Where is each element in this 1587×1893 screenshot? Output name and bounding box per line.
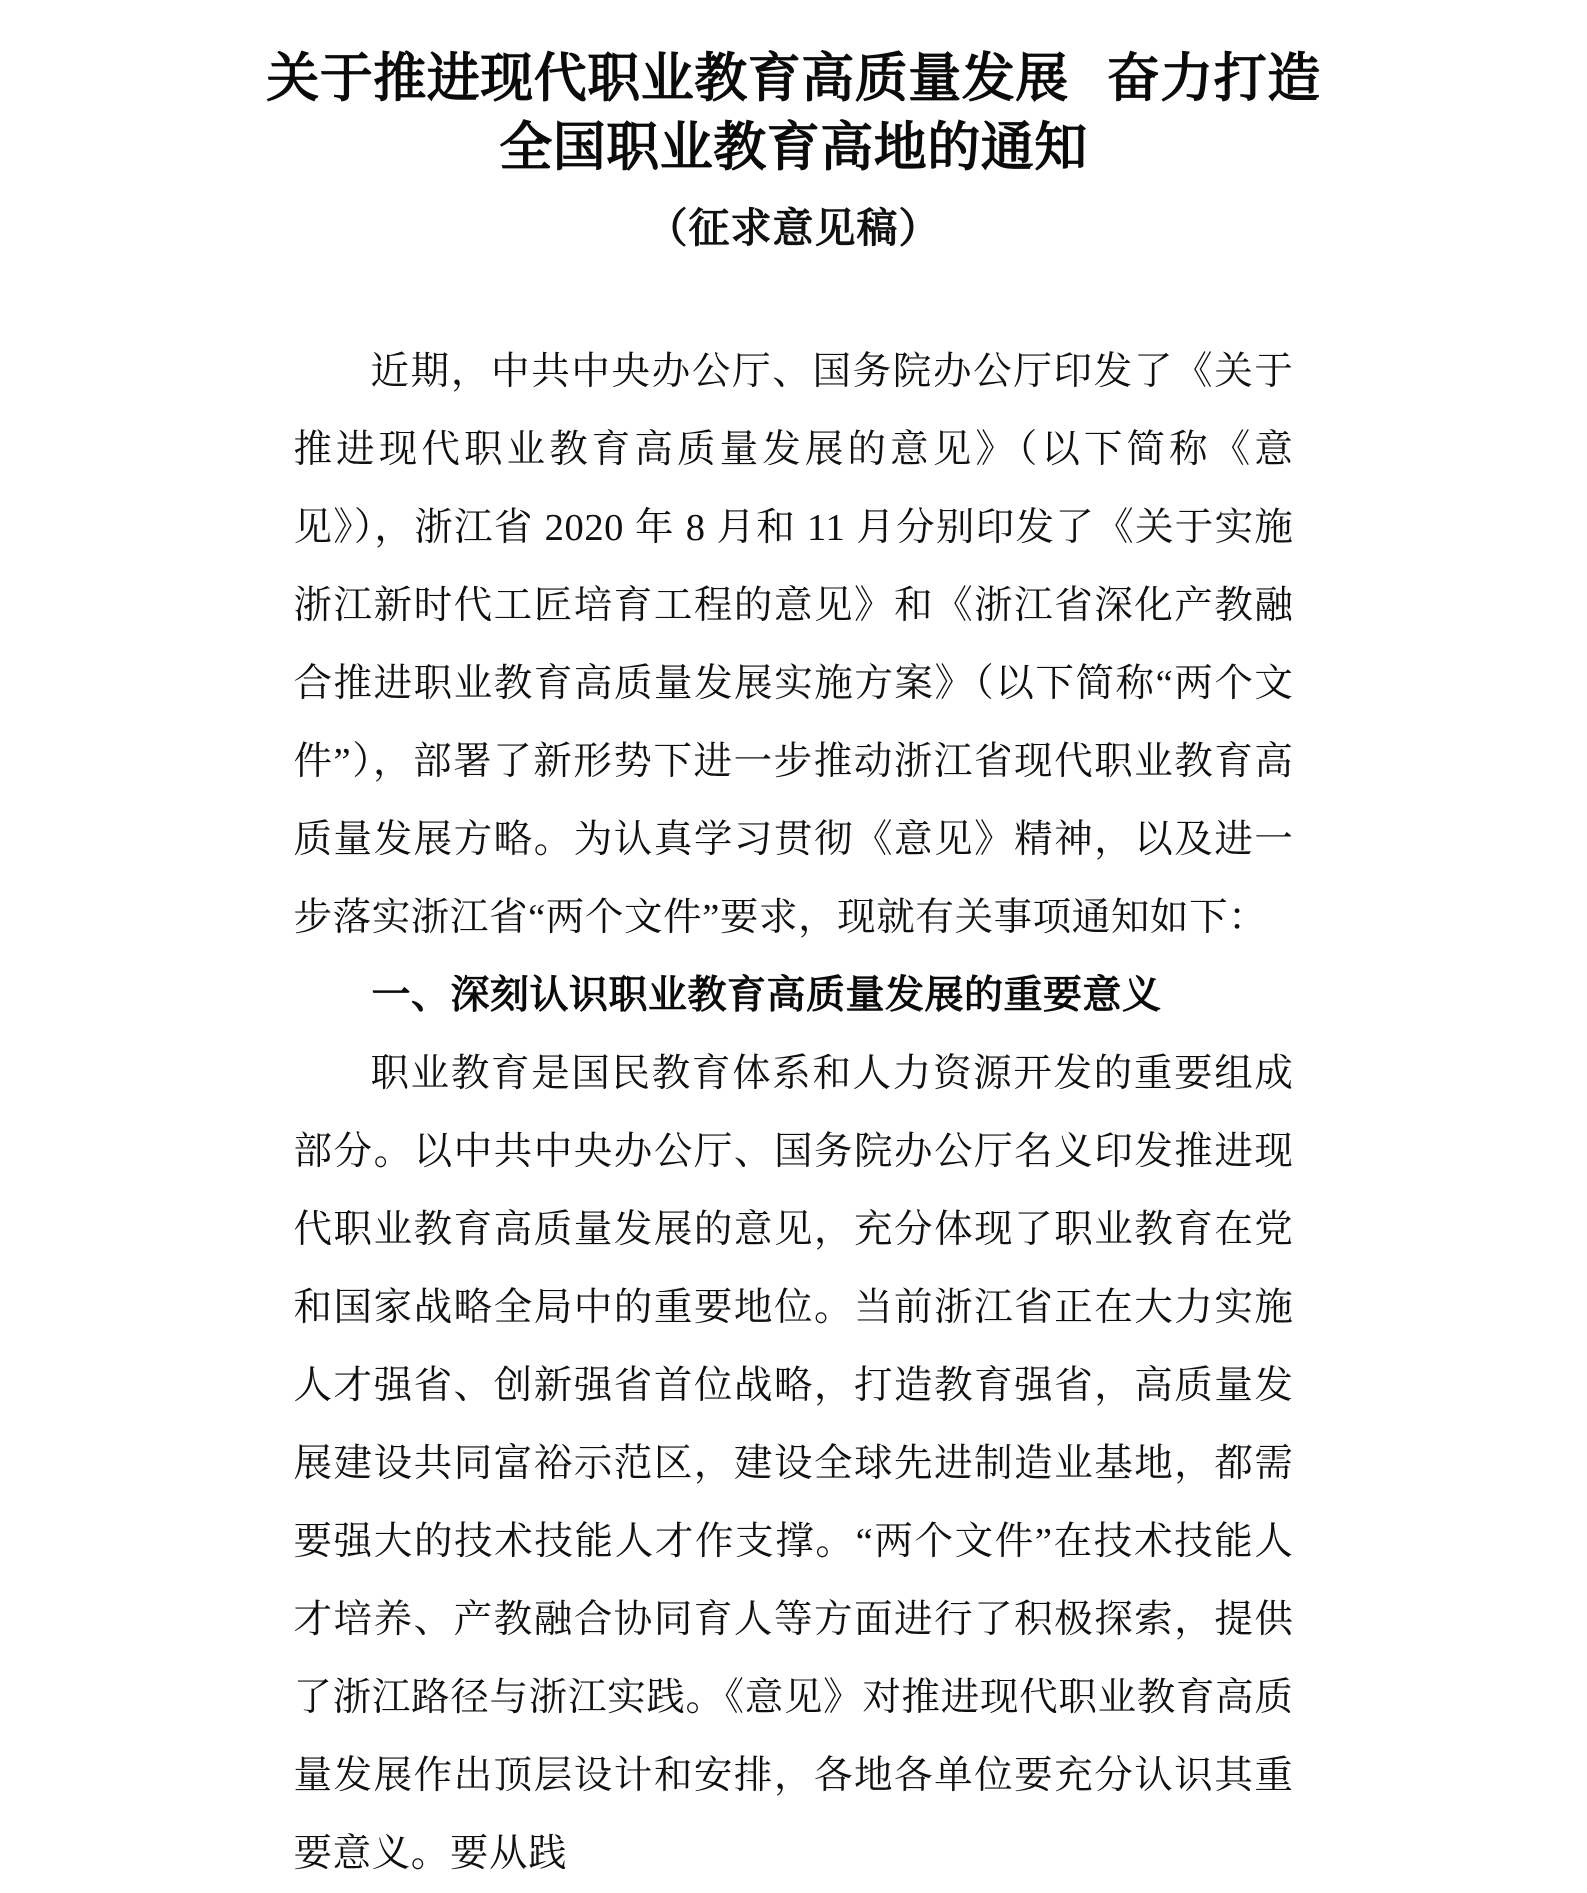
page-title	[0, 0, 1587, 182]
paragraph-intro: 近期，中共中央办公厅、国务院办公厅印发了《关于推进现代职业教育高质量发展的意见》（以下简称《意见》），浙江省 2020 年 8 月和 11 月分别印发了《关于实施浙江新时代工匠培育工程的意见》和《浙江省深化产教融合推进职业教育高质量发展实施方案》（以下简称“两个文件”），部署了新形势下进一步推动浙江省现代职业教育高质量发展方略。为认真学习贯彻《意见》精神，以及进一步落实浙江省“两个文件”要求，现就有关事项通知如下：	[293, 351, 1294, 939]
paragraph-section-1-body: 职业教育是国民教育体系和人力资源开发的重要组成部分。以中共中央办公厅、国务院办公厅名义印发推进现代职业教育高质量发展的意见，充分体现了职业教育在党和国家战略全局中的重要地位。当前浙江省正在大力实施人才强省、创新强省首位战略，打造教育强省，高质量发展建设共同富裕示范区，建设全球先进制造业基地，都需要强大的技术技能人才作支撑。“两个文件”在技术技能人才培养、产教融合协同育人等方面进行了积极探索，提供了浙江路径与浙江实践。《意见》对推进现代职业教育高质量发展作出顶层设计和安排，各地各单位要充分认识其重要意义。要从践	[293, 1053, 1294, 1875]
section-heading-1: 一、深刻认识职业教育高质量发展的重要意义	[371, 973, 1162, 1018]
page-title-line-2: 全国职业教育高地的通知	[499, 117, 1088, 178]
document-body	[294, 255, 1294, 1893]
page-subtitle: （征求意见稿）	[646, 205, 941, 251]
page-title-line-1: 关于推进现代职业教育高质量发展 奋力打造	[266, 48, 1321, 109]
